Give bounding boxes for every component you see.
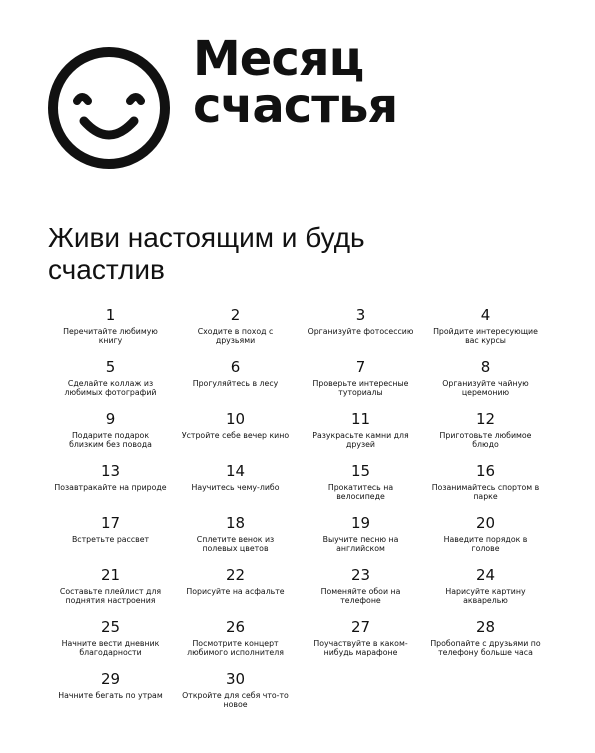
day-item xyxy=(173,617,298,669)
day-task: Перечитайте любимую книгу xyxy=(63,327,158,345)
day-item xyxy=(48,513,173,565)
day-item xyxy=(48,409,173,461)
day-number: 2 xyxy=(230,306,241,324)
day-task: Проверьте интересные туториалы xyxy=(312,379,409,397)
day-item xyxy=(423,565,548,617)
day-number: 13 xyxy=(100,462,121,480)
day-item xyxy=(298,461,423,513)
day-item xyxy=(423,305,548,357)
day-item xyxy=(423,617,548,669)
day-task: Откройте для себя что-то новое xyxy=(182,691,289,709)
day-task: Сделайте коллаж из любимых фотографий xyxy=(64,379,157,397)
day-number: 30 xyxy=(225,670,246,688)
day-item xyxy=(173,357,298,409)
day-item xyxy=(48,565,173,617)
day-number: 20 xyxy=(475,514,496,532)
day-item xyxy=(48,617,173,669)
day-task: Организуйте чайную церемонию xyxy=(442,379,529,397)
day-task: Научитесь чему-либо xyxy=(191,483,280,492)
day-task: Позавтракайте на природе xyxy=(54,483,167,492)
day-number: 19 xyxy=(350,514,371,532)
day-task: Начните бегать по утрам xyxy=(58,691,163,700)
day-task: Поучаствуйте в каком-нибудь марафоне xyxy=(313,639,408,657)
day-number: 11 xyxy=(350,410,371,428)
day-number: 28 xyxy=(475,618,496,636)
day-number: 8 xyxy=(480,358,491,376)
day-number: 15 xyxy=(350,462,371,480)
day-item xyxy=(173,565,298,617)
day-task: Поменяйте обои на телефоне xyxy=(320,587,401,605)
day-task: Наведите порядок в голове xyxy=(443,535,528,553)
day-number: 25 xyxy=(100,618,121,636)
challenge-grid xyxy=(48,305,548,721)
day-item xyxy=(48,305,173,357)
day-number: 27 xyxy=(350,618,371,636)
day-number: 29 xyxy=(100,670,121,688)
day-item xyxy=(298,565,423,617)
day-item xyxy=(48,357,173,409)
day-number: 14 xyxy=(225,462,246,480)
day-item xyxy=(298,357,423,409)
day-task: Сходите в поход с друзьями xyxy=(197,327,274,345)
page-title-line2: счастья xyxy=(193,78,398,134)
day-task: Пройдите интересующие вас курсы xyxy=(433,327,538,345)
day-task: Подарите подарок близким без повода xyxy=(69,431,152,449)
day-item xyxy=(423,461,548,513)
page-subtitle-line1: Живи настоящим и будь xyxy=(48,222,365,253)
page-title-line1: Месяц xyxy=(193,31,364,87)
day-item xyxy=(423,409,548,461)
day-number: 23 xyxy=(350,566,371,584)
day-number: 1 xyxy=(105,306,116,324)
day-task: Пробопайте с друзьями по телефону больше часа xyxy=(430,639,541,657)
day-task: Составьте плейлист для поднятия настроения xyxy=(59,587,162,605)
day-task: Нарисуйте картину акварелью xyxy=(445,587,526,605)
day-item xyxy=(173,409,298,461)
day-task: Порисуйте на асфальте xyxy=(186,587,285,596)
day-number: 12 xyxy=(475,410,496,428)
day-number: 10 xyxy=(225,410,246,428)
page-subtitle xyxy=(48,222,448,286)
day-number: 24 xyxy=(475,566,496,584)
day-number: 4 xyxy=(480,306,491,324)
day-item xyxy=(173,305,298,357)
day-task: Устройте себе вечер кино xyxy=(181,431,290,440)
day-item xyxy=(423,513,548,565)
day-task: Выучите песню на английском xyxy=(322,535,399,553)
day-number: 17 xyxy=(100,514,121,532)
day-number: 22 xyxy=(225,566,246,584)
day-number: 18 xyxy=(225,514,246,532)
day-item xyxy=(298,617,423,669)
day-number: 7 xyxy=(355,358,366,376)
page-subtitle-line2: счастлив xyxy=(48,254,165,285)
day-task: Позанимайтесь спортом в парке xyxy=(431,483,540,501)
day-number: 5 xyxy=(105,358,116,376)
day-item xyxy=(423,357,548,409)
day-task: Приготовьте любимое блюдо xyxy=(439,431,532,449)
day-number: 16 xyxy=(475,462,496,480)
day-number: 3 xyxy=(355,306,366,324)
day-item xyxy=(48,461,173,513)
day-task: Организуйте фотосессию xyxy=(307,327,414,336)
day-item xyxy=(173,461,298,513)
day-task: Прогуляйтесь в лесу xyxy=(192,379,279,388)
day-number: 21 xyxy=(100,566,121,584)
day-item xyxy=(298,513,423,565)
day-task: Посмотрите концерт любимого исполнителя xyxy=(187,639,284,657)
smiley-face-icon xyxy=(47,46,171,170)
day-item xyxy=(173,669,298,721)
day-item xyxy=(48,669,173,721)
day-number: 9 xyxy=(105,410,116,428)
day-item xyxy=(298,305,423,357)
day-number: 6 xyxy=(230,358,241,376)
day-item xyxy=(298,409,423,461)
day-task: Прокатитесь на велосипеде xyxy=(327,483,394,501)
day-task: Начните вести дневник благодарности xyxy=(61,639,160,657)
day-item xyxy=(173,513,298,565)
day-task: Встретьте рассвет xyxy=(71,535,150,544)
page-title xyxy=(193,31,398,134)
day-task: Разукрасьте камни для друзей xyxy=(312,431,409,449)
day-number: 26 xyxy=(225,618,246,636)
day-task: Сплетите венок из полевых цветов xyxy=(196,535,275,553)
